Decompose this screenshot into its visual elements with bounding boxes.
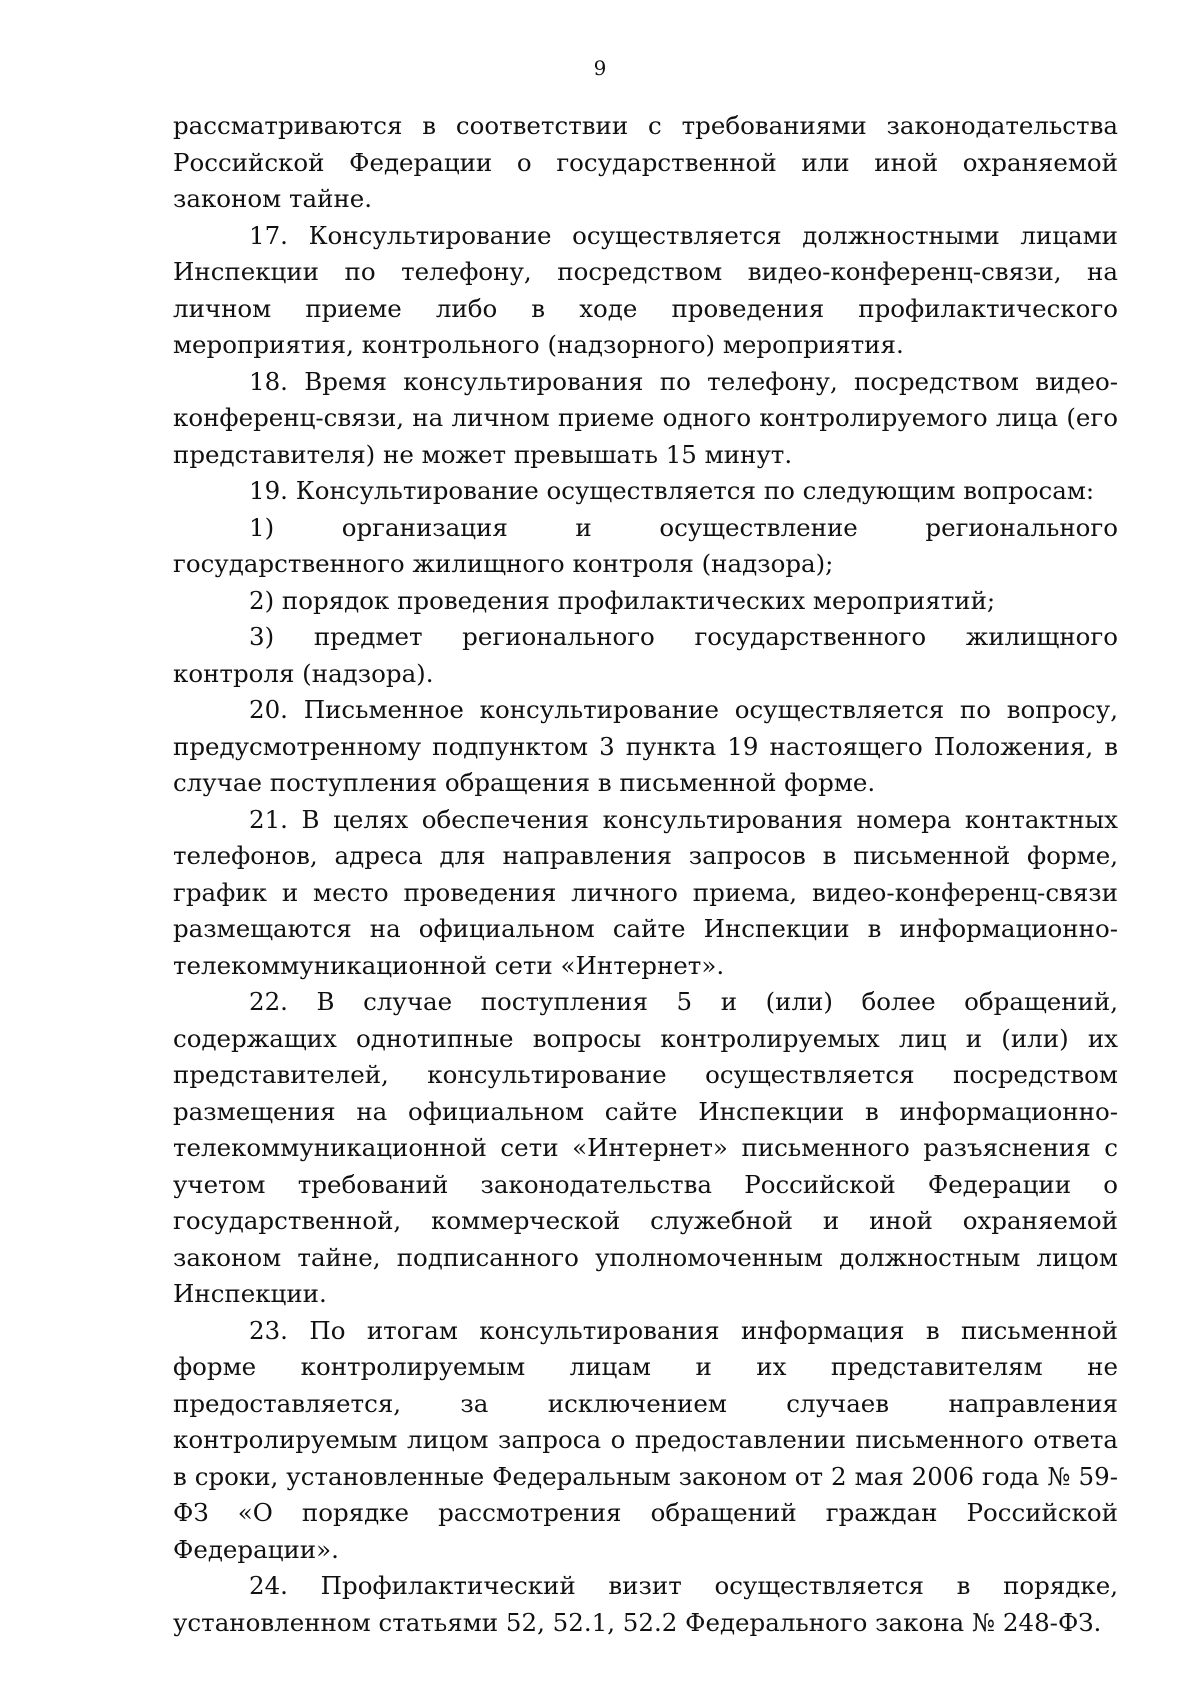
list-item-3: 3) предмет регионального государственного жилищного контроля (надзора). [173, 622, 1118, 688]
document-body [173, 108, 1118, 1641]
page-number: 9 [593, 56, 607, 80]
list-item-1: 1) организация и осуществление регионального государственного жилищного контроля (надзора); [173, 512, 1118, 578]
paragraph-21: 21. В целях обеспечения консультирования номера контактных телефонов, адреса для направления запросов в письменной форме, график и место проведения личного приема, видео-конференц-связи размещаются на официальном сайте Инспекции в информационно-телекоммуникационной сети «Интернет». [173, 804, 1118, 980]
paragraph-continuation: рассматриваются в соответствии с требованиями законодательства Российской Федерации о государственной или иной охраняемой законом тайне. [173, 111, 1118, 213]
paragraph-19: 19. Консультирование осуществляется по следующим вопросам: [249, 476, 1095, 505]
paragraph-20: 20. Письменное консультирование осуществляется по вопросу, предусмотренному подпунктом 3 пункта 19 настоящего Положения, в случае поступления обращения в письменной форме. [173, 695, 1118, 797]
paragraph-23: 23. По итогам консультирования информация в письменной форме контролируемым лицам и их представителям не предоставляется, за исключением случаев направления контролируемым лицом запроса о предоставлении письменного ответа в сроки, установленные Федеральным законом от 2 мая 2006 года № 59-ФЗ «О порядке рассмотрения обращений граждан Российской Федерации». [173, 1315, 1118, 1564]
paragraph-22: 22. В случае поступления 5 и (или) более обращений, содержащих однотипные вопросы контролируемых лиц и (или) их представителей, консультирование осуществляется посредством размещения на официальном сайте Инспекции в информационно-телекоммуникационной сети «Интернет» письменного разъяснения с учетом требований законодательства Российской Федерации о государственной, коммерческой служебной и иной охраняемой законом тайне, подписанного уполномоченным должностным лицом Инспекции. [173, 987, 1118, 1308]
paragraph-18: 18. Время консультирования по телефону, посредством видео-конференц-связи, на личном приеме одного контролируемого лица (его представителя) не может превышать 15 минут. [173, 366, 1118, 469]
paragraph-24: 24. Профилактический визит осуществляется в порядке, установленном статьями 52, 52.1, 52.2 Федерального закона № 248-ФЗ. [173, 1571, 1118, 1637]
paragraph-17: 17. Консультирование осуществляется должностными лицами Инспекции по телефону, посредством видео-конференц-связи, на личном приеме либо в ходе проведения профилактического мероприятия, контрольного (надзорного) мероприятия. [173, 220, 1118, 359]
list-item-2: 2) порядок проведения профилактических мероприятий; [249, 585, 996, 615]
